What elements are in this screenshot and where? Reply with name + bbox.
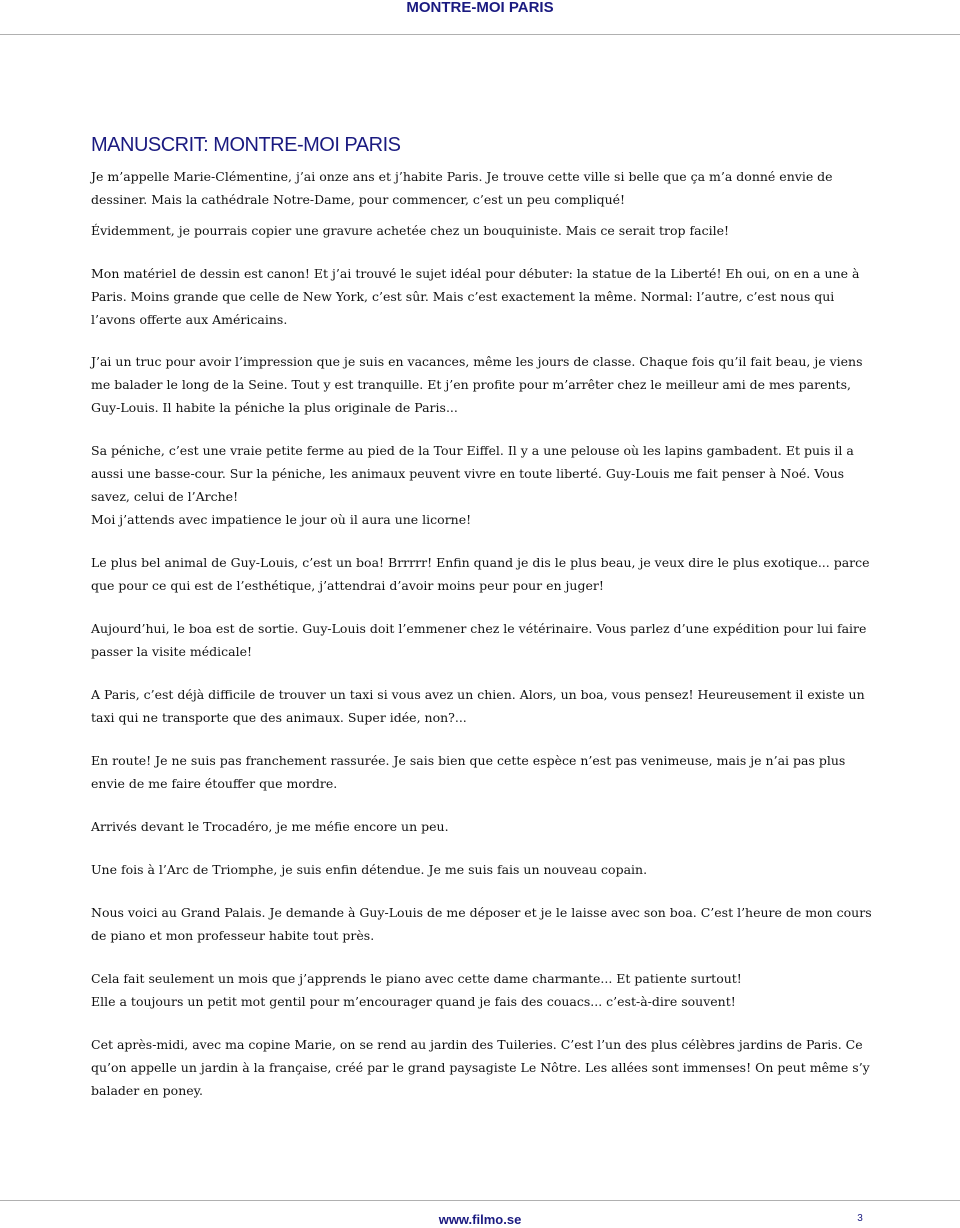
paragraph: Évidemment, je pourrais copier une gravure achetée chez un bouquiniste. Mais ce serait trop facile!: [91, 223, 730, 238]
paragraph: A Paris, c’est déjà difficile de trouver un taxi si vous avez un chien. Alors, un boa, vous pensez! Heureusement il existe un taxi qui ne transporte que des animaux. Super idée, non?...: [91, 687, 865, 725]
paragraph: Je m’appelle Marie-Clémentine, j’ai onze ans et j’habite Paris. Je trouve cette ville si belle que ça m’a donné envie de dessiner. Mais la cathédrale Notre-Dame, pour commencer, c’est un peu compliqué!: [91, 169, 833, 207]
paragraph: Aujourd’hui, le boa est de sortie. Guy-Louis doit l’emmener chez le vétérinaire. Vous parlez d’une expédition pour lui faire passer la visite médicale!: [91, 621, 867, 659]
page-number: 3: [857, 1213, 863, 1224]
header-title: MONTRE-MOI PARIS: [406, 0, 554, 16]
paragraph: Cet après-midi, avec ma copine Marie, on se rend au jardin des Tuileries. C’est l’un des plus célèbres jardins de Paris. Ce qu’on appelle un jardin à la française, créé par le grand paysagiste Le Nôtre. Les allées sont immenses! On peut même s’y balader en poney.: [91, 1037, 870, 1098]
footer-url: www.filmo.se: [438, 1212, 522, 1227]
paragraph: Nous voici au Grand Palais. Je demande à Guy-Louis de me déposer et je le laisse avec son boa. C’est l’heure de mon cours de piano et mon professeur habite tout près.: [91, 905, 872, 943]
paragraph: Le plus bel animal de Guy-Louis, c’est un boa! Brrrrr! Enfin quand je dis le plus beau, je veux dire le plus exotique... parce que pour ce qui est de l’esthétique, j’attendrai d’avoir moins peur pour en juger!: [91, 555, 870, 593]
page-header: [0, 0, 960, 34]
paragraph: Mon matériel de dessin est canon! Et j’ai trouvé le sujet idéal pour débuter: la statue de la Liberté! Eh oui, on en a une à Paris. Moins grande que celle de New York, c’est sûr. Mais c’est exactement la même. Normal: l’autre, c’est nous qui l’avons offerte aux Américains.: [91, 266, 860, 327]
paragraph: Une fois à l’Arc de Triomphe, je suis enfin détendue. Je me suis fais un nouveau copain.: [91, 862, 648, 877]
paragraph: En route! Je ne suis pas franchement rassurée. Je sais bien que cette espèce n’est pas venimeuse, mais je n’ai pas plus envie de me faire étouffer que mordre.: [91, 753, 846, 791]
footer-divider: [0, 1200, 960, 1201]
paragraph: Arrivés devant le Trocadéro, je me méfie encore un peu.: [91, 819, 449, 834]
header-divider: [0, 34, 960, 35]
paragraph: J’ai un truc pour avoir l’impression que je suis en vacances, même les jours de classe. Chaque fois qu’il fait beau, je viens me balader le long de la Seine. Tout y est tranquille. Et j’en profite pour m’arrêter chez le meilleur ami de mes parents, Guy-Louis. Il habite la péniche la plus originale de Paris...: [91, 354, 863, 415]
manuscript-body: [91, 165, 881, 1102]
document-title: MANUSCRIT: MONTRE-MOI PARIS: [91, 134, 401, 156]
paragraph: Sa péniche, c’est une vraie petite ferme au pied de la Tour Eiffel. Il y a une pelouse où les lapins gambadent. Et puis il a aussi une basse-cour. Sur la péniche, les animaux peuvent vivre en toute liberté. Guy-Louis me fait penser à Noé. Vous savez, celui de l’Arche! Moi j’attends avec impatience le jour où il aura une licorne!: [91, 443, 854, 527]
paragraph: Cela fait seulement un mois que j’apprends le piano avec cette dame charmante... Et patiente surtout! Elle a toujours un petit mot gentil pour m’encourager quand je fais des couacs... c’est-à-dire souvent!: [91, 971, 742, 1009]
